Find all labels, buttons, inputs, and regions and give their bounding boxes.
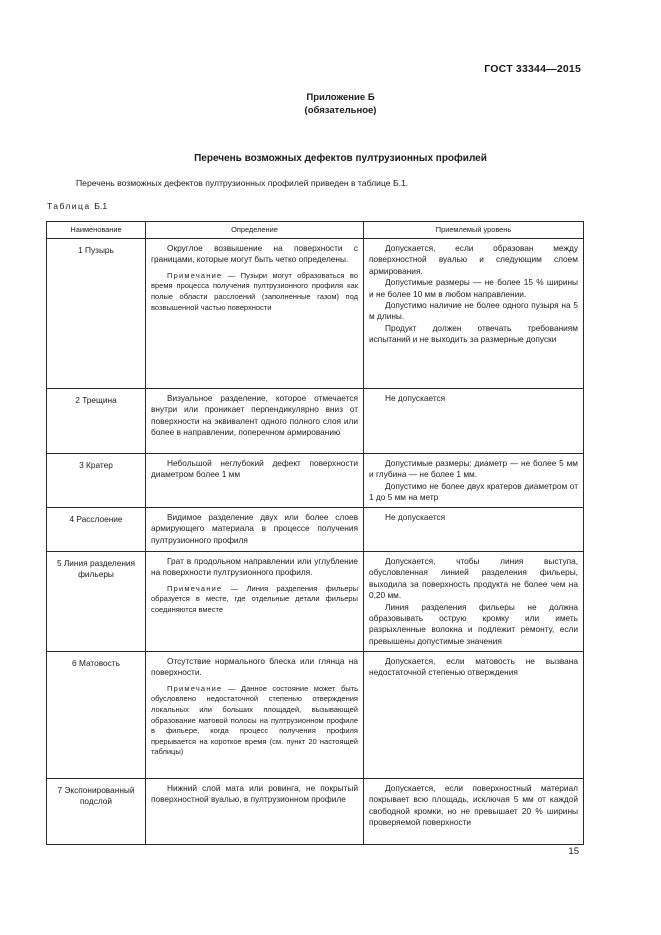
header-definition: Определение: [146, 222, 364, 239]
annex-title: Приложение Б: [306, 92, 375, 103]
note-text: — Данное состояние может быть обусловлено недостаточной степенью отверждения локальных или больших площадей, вызывающей образование матовой полосы на пултрузионном профиле в фильере, когда процесс получения профиля прерывается на короткое время (см. пункт 20 настоящей таблицы): [151, 683, 358, 757]
note-text: — Пузыри могут образоваться во время процесса получения пултрузионного профиля как полые области расслоений (заполненные газом) под возвышенной частью поверхности: [151, 270, 358, 312]
section-title: Перечень возможных дефектов пултрузионных профилей: [194, 153, 487, 164]
note-text: — Линия разделения фильеры образуется в месте, где отдельные детали фильеры соединяются вместе: [151, 583, 358, 614]
defect-name: 2 Трещина: [47, 389, 146, 454]
acceptable-level: Допустимо не более двух кратеров диаметром от 1 до 5 мм на метр: [369, 480, 578, 503]
table-row: [47, 552, 584, 652]
acceptable-level: Допустимые размеры: диаметр — не более 5 мм и глубина — не более 1 мм.: [369, 458, 578, 480]
note-label: Примечание: [167, 583, 223, 593]
note-label: Примечание: [167, 270, 223, 280]
defect-definition-cell: [146, 652, 364, 779]
defect-name: 4 Расслоение: [47, 508, 146, 552]
acceptable-level: Не допускается: [385, 512, 446, 522]
page-number: 15: [568, 846, 579, 857]
defect-definition-cell: [146, 389, 364, 454]
defect-name: 7 Экспонированный подслой: [47, 779, 146, 845]
table-row: [47, 239, 584, 389]
annex-status: (обязательное): [304, 105, 377, 116]
acceptable-level: Допускается, если поверхностный материал покрывает всю площадь, исключая 5 мм от каждой свободной кромки, но не превышает 20 % ширины проверяемой поверхности: [369, 783, 578, 828]
defect-name: 1 Пузырь: [47, 239, 146, 389]
defect-definition-cell: [146, 508, 364, 552]
table-row: [47, 508, 584, 552]
table-row: [47, 652, 584, 779]
defect-definition-cell: [146, 779, 364, 845]
acceptable-level-cell: [364, 239, 584, 389]
defect-definition-cell: [146, 552, 364, 652]
table-caption: [47, 201, 107, 211]
table-row: [47, 454, 584, 508]
defect-definition: Отсутствие нормального блеска или глянца на поверхности.: [151, 656, 358, 678]
defects-table: [46, 221, 584, 845]
defect-definition: Небольшой неглубокий дефект поверхности диаметром более 1 мм: [151, 458, 358, 480]
defect-name: 5 Линия разделения фильеры: [47, 552, 146, 652]
table-header-row: [47, 222, 584, 239]
defect-definition: Видимое разделение двух или более слоев армирующего материала в процессе получения пултрузионного профиля: [151, 512, 358, 545]
standard-number: ГОСТ 33344—2015: [484, 63, 581, 75]
acceptable-level-cell: [364, 652, 584, 779]
defect-definition: Округлое возвышение на поверхности с границами, которые могут быть четко определены.: [151, 243, 358, 265]
defect-definition-cell: [146, 239, 364, 389]
defect-name: 3 Кратер: [47, 454, 146, 508]
acceptable-level: Продукт должен отвечать требованиям испытаний и не выходить за размерные допуски: [369, 322, 578, 345]
acceptable-level: Допустимые размеры — не более 15 % ширины и не более 10 мм в любом направлении.: [369, 277, 578, 299]
acceptable-level: Допустимо наличие не более одного пузыря на 5 м длины.: [369, 300, 578, 322]
intro-paragraph: Перечень возможных дефектов пултрузионных профилей приведен в таблице Б.1.: [76, 178, 409, 188]
acceptable-level: Допускается, если образован между поверхностной вуалью и следующим слоем армирования.: [369, 243, 578, 276]
table-row: [47, 389, 584, 454]
acceptable-level-cell: [364, 508, 584, 552]
table-caption-label: Таблица: [47, 201, 91, 211]
table-row: [47, 779, 584, 845]
defect-note: [151, 584, 358, 616]
acceptable-level-cell: [364, 779, 584, 845]
header-level: Приемлемый уровень: [364, 222, 584, 239]
defect-definition: Нижний слой мата или ровинга, не покрытый поверхностной вуалью, в пултрузионном профиле: [151, 783, 358, 805]
acceptable-level: Линия разделения фильеры не должна образовывать острую кромку или иметь разрыхленные волокна и подлежит ремонту, если превышены допустимые значения: [369, 601, 578, 646]
defect-definition-cell: [146, 454, 364, 508]
note-label: Примечание: [167, 683, 223, 693]
acceptable-level-cell: [364, 454, 584, 508]
defect-note: [151, 271, 358, 313]
acceptable-level: Не допускается: [385, 393, 446, 403]
header-name: Наименование: [47, 222, 146, 239]
defect-definition: Визуальное разделение, которое отмечается внутри или проникает перпендикулярно вниз от поверхности на эквивалент одного полного слоя или более в направлении, поперечном армированию: [151, 393, 358, 438]
table-caption-number: Б.1: [94, 201, 108, 211]
acceptable-level-cell: [364, 552, 584, 652]
acceptable-level: Допускается, если матовость не вызвана недостаточной степенью отверждения: [369, 656, 578, 678]
acceptable-level: Допускается, чтобы линия выступа, обусловленная линией разделения фильеры, выходила за поверхность продукта не более чем на 0,20 мм.: [369, 556, 578, 601]
acceptable-level-cell: [364, 389, 584, 454]
defect-name: 6 Матовость: [47, 652, 146, 779]
defect-definition: Грат в продольном направлении или углубление на поверхности пултрузионного профиля.: [151, 556, 358, 578]
defect-note: [151, 684, 358, 758]
